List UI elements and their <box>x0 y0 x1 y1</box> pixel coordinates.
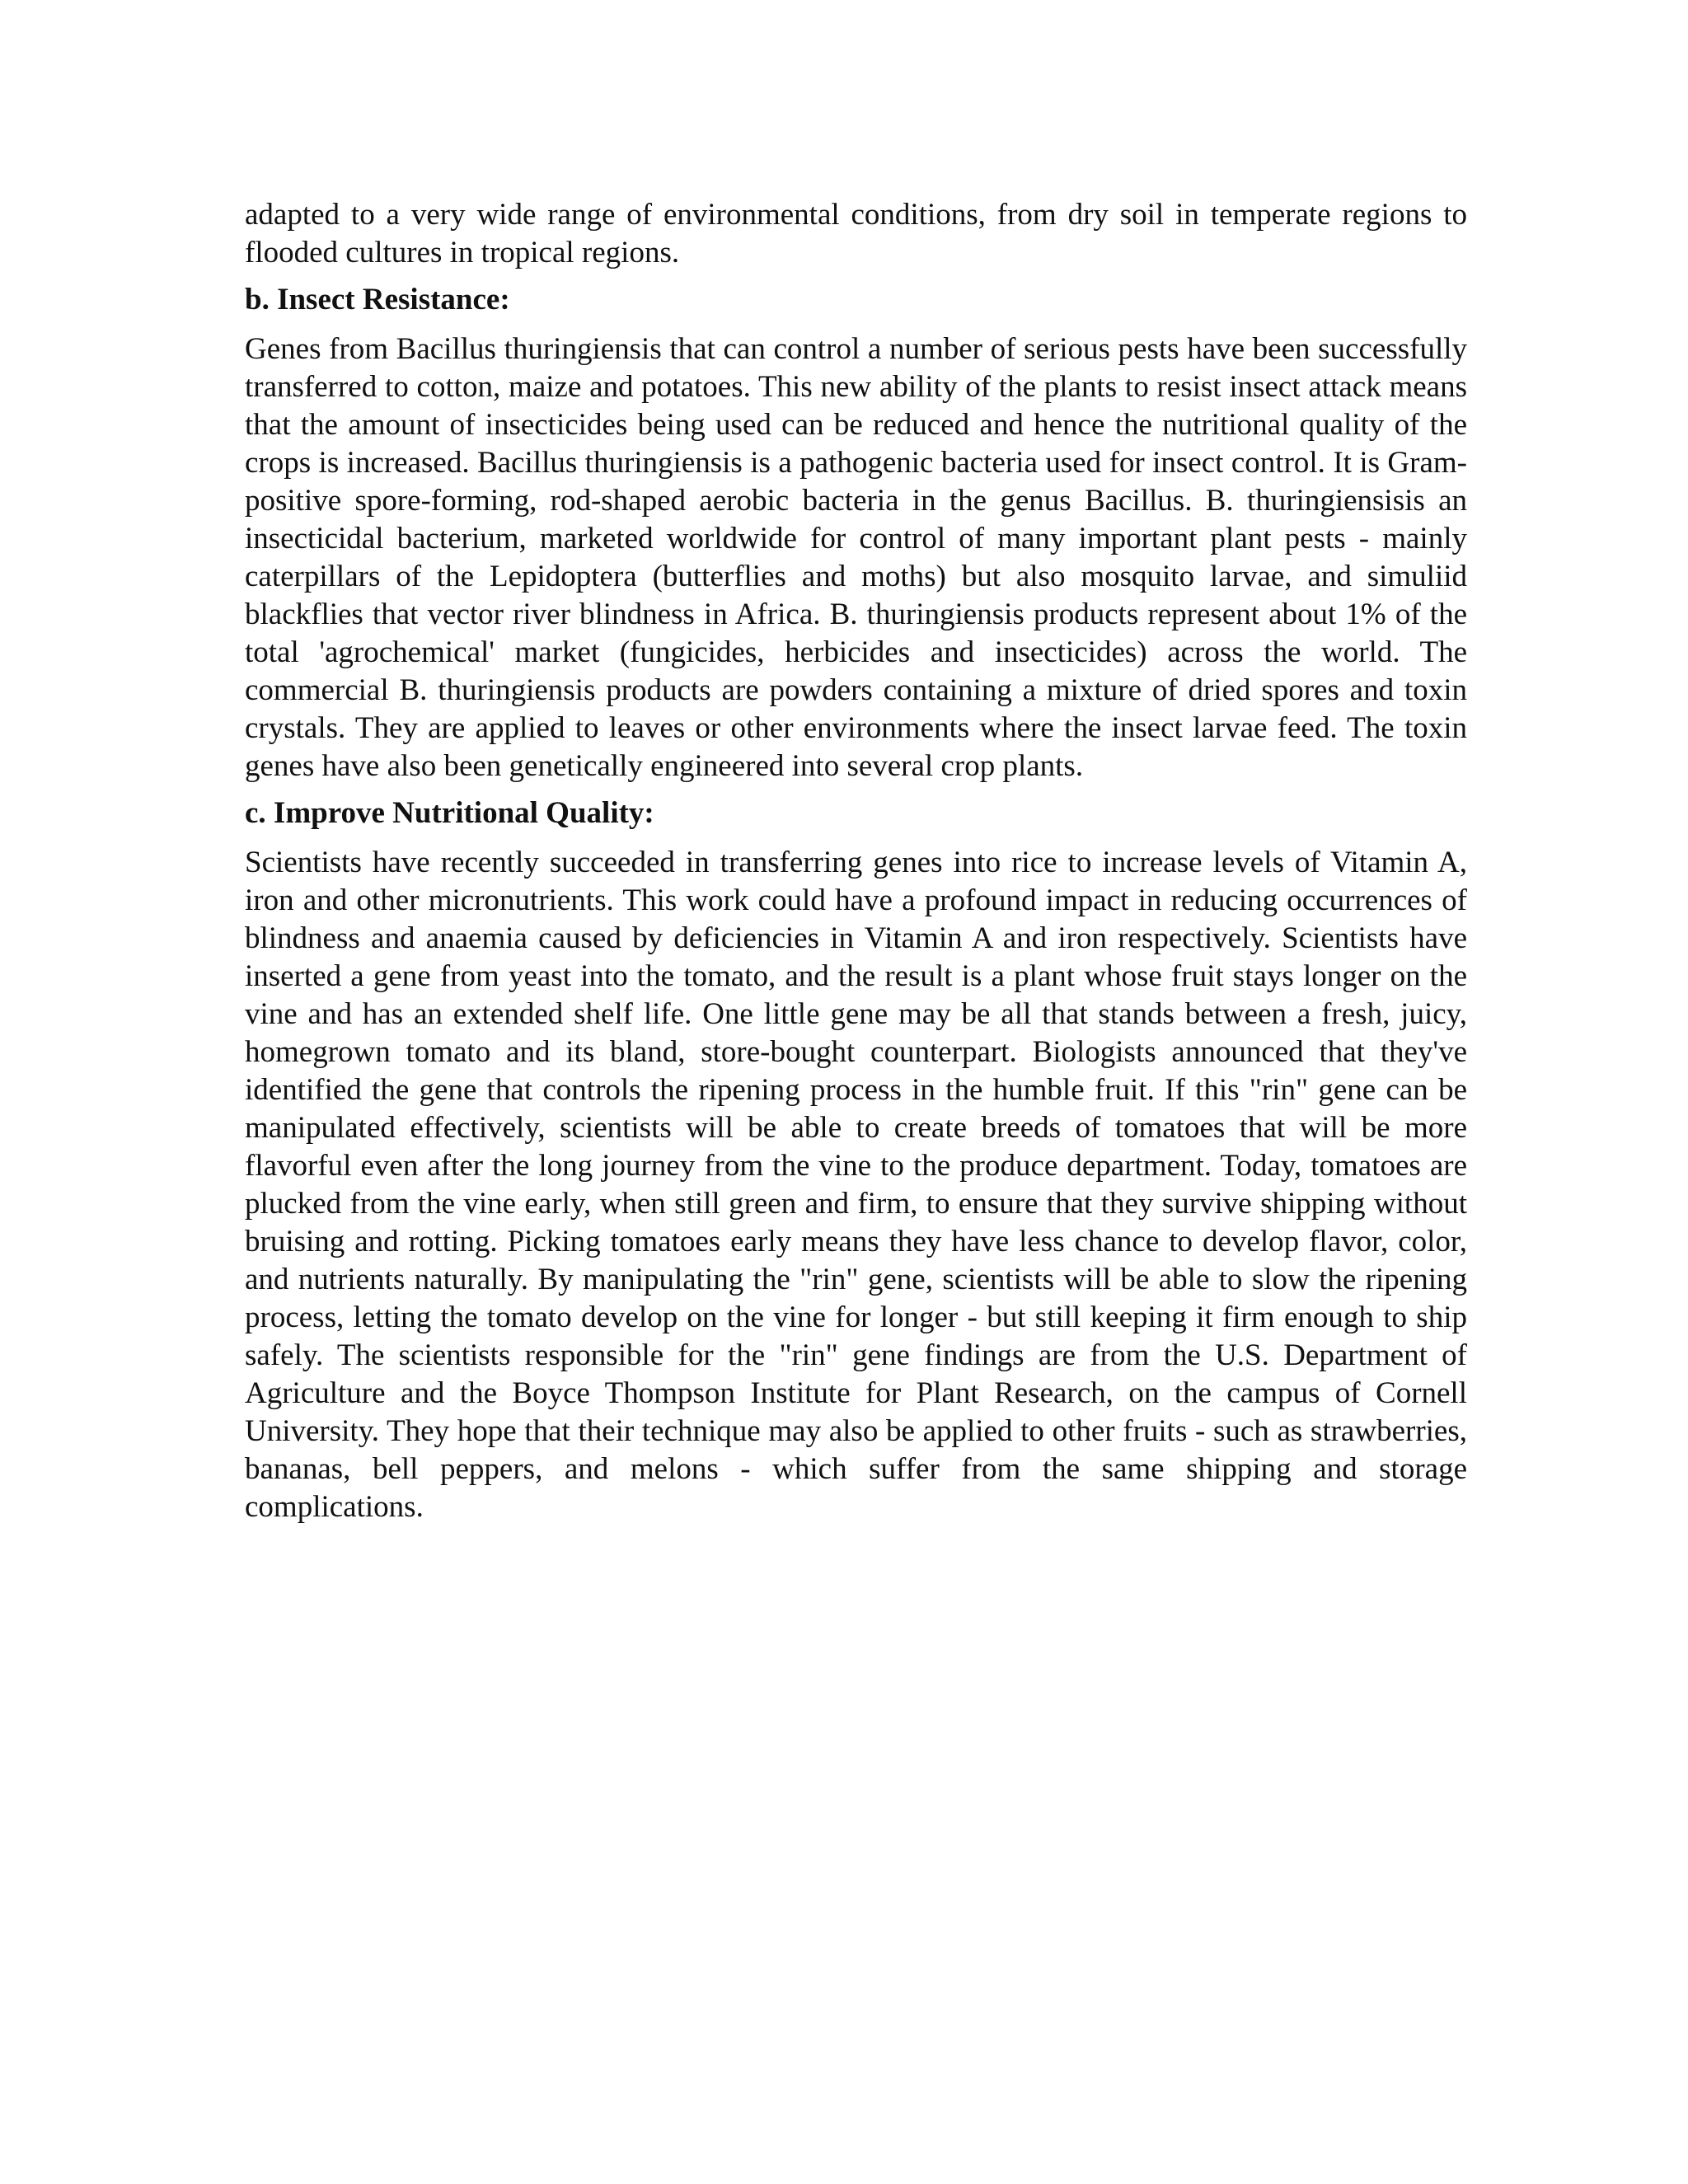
nutritional-quality-paragraph: Scientists have recently succeeded in transferring genes into rice to increase levels of Vitamin A, iron and other micronutrients. This work could have a profound impact in reducing occurrences of blindness and anaemia caused by deficiencies in Vitamin A and iron respectively. Scientists have inserted a gene from yeast into the tomato, and the result is a plant whose fruit stays longer on the vine and has an extended shelf life. One little gene may be all that stands between a fresh, juicy, homegrown tomato and its bland, store-bought counterpart. Biologists announced that they've identified the gene that controls the ripening process in the humble fruit. If this "rin" gene can be manipulated effectively, scientists will be able to create breeds of tomatoes that will be more flavorful even after the long journey from the vine to the produce department. Today, tomatoes are plucked from the vine early, when still green and firm, to ensure that they survive shipping without bruising and rotting. Picking tomatoes early means they have less chance to develop flavor, color, and nutrients naturally. By manipulating the "rin" gene, scientists will be able to slow the ripening process, letting the tomato develop on the vine for longer - but still keeping it firm enough to ship safely. The scientists responsible for the "rin" gene findings are from the U.S. Department of Agriculture and the Boyce Thompson Institute for Plant Research, on the campus of Cornell University. They hope that their technique may also be applied to other fruits - such as strawberries, bananas, bell peppers, and melons - which suffer from the same shipping and storage complications. <box>245 846 1467 1524</box>
section-heading-nutritional-quality: c. Improve Nutritional Quality: <box>245 796 654 830</box>
intro-paragraph: adapted to a very wide range of environmental conditions, from dry soil in temperate regions to flooded cultures in tropical regions. <box>245 198 1467 269</box>
insect-resistance-paragraph: Genes from Bacillus thuringiensis that can control a number of serious pests have been successfully transferred to cotton, maize and potatoes. This new ability of the plants to resist insect attack means that the amount of insecticides being used can be reduced and hence the nutritional quality of the crops is increased. Bacillus thuringiensis is a pathogenic bacteria used for insect control. It is Gram-positive spore-forming, rod-shaped aerobic bacteria in the genus Bacillus. B. thuringiensisis an insecticidal bacterium, marketed worldwide for control of many important plant pests - mainly caterpillars of the Lepidoptera (butterflies and moths) but also mosquito larvae, and simuliid blackflies that vector river blindness in Africa. B. thuringiensis products represent about 1% of the total 'agrochemical' market (fungicides, herbicides and insecticides) across the world. The commercial B. thuringiensis products are powders containing a mixture of dried spores and toxin crystals. They are applied to leaves or other environments where the insect larvae feed. The toxin genes have also been genetically engineered into several crop plants. <box>245 332 1467 783</box>
document-body <box>245 196 1467 1535</box>
section-heading-insect-resistance: b. Insect Resistance: <box>245 283 510 316</box>
